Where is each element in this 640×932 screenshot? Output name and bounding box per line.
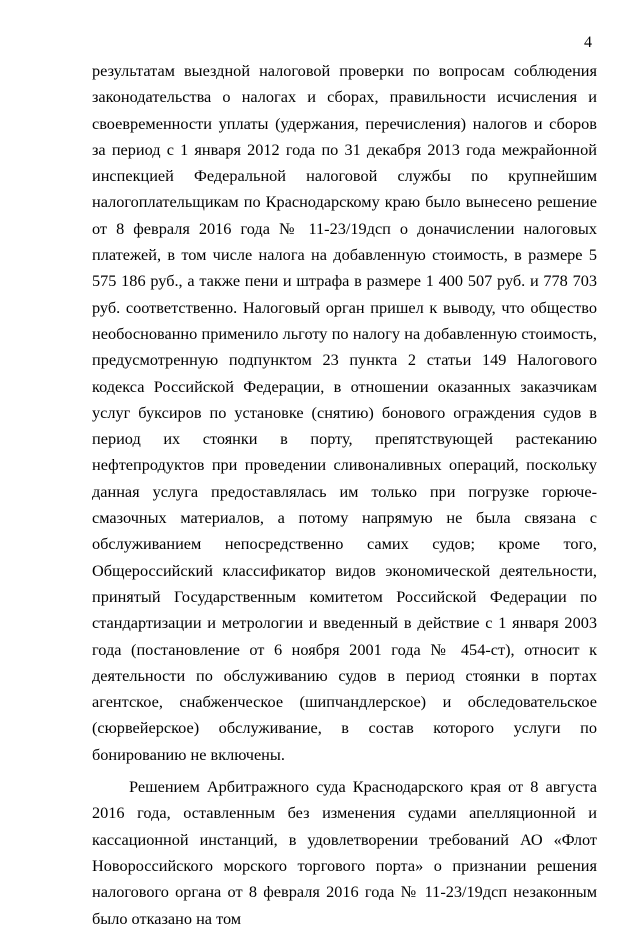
paragraph-1: результатам выездной налоговой проверки по вопросам соблюдения законодательства о налогах и сборах, правильности исчисления и своевременности уплаты (удержания, перечисления) налогов и сборов за период с 1 января 2012 года по 31 декабря 2013 года межрайонной инспекцией Федеральной налоговой службы по крупнейшим налогоплательщикам по Краснодарскому краю было вынесено решение от 8 февраля 2016 года № 11-23/19дсп о доначислении налоговых платежей, в том числе налога на добавленную стоимость, в размере 5 575 186 руб., а также пени и штрафа в размере 1 400 507 руб. и 778 703 руб. соответственно. Налоговый орган пришел к выводу, что общество необоснованно применило льготу по налогу на добавленную стоимость, предусмотренную подпунктом 23 пункта 2 статьи 149 Налогового кодекса Российской Федерации, в отношении оказанных заказчикам услуг буксиров по установке (снятию) бонового ограждения судов в период их стоянки в порту, препятствующей растеканию нефтепродуктов при проведении сливоналивных операций, поскольку данная услуга предоставлялась им только при погрузке горюче-смазочных материалов, а потому напрямую не была связана с обслуживанием непосредственно самих судов; кроме того, Общероссийский классификатор видов экономической деятельности, принятый Государственным комитетом Российской Федерации по стандартизации и метрологии и введенный в действие с 1 января 2003 года (постановление от 6 ноября 2001 года № 454-ст), относит к деятельности по обслуживанию судов в период стоянки в портах агентское, снабженческое (шипчандлерское) и обследовательское (сюрвейерское) обслуживание, в состав которого услуги по бонированию не включены. xyxy=(92,61,597,764)
document-body xyxy=(92,58,597,932)
page-number: 4 xyxy=(584,34,592,51)
paragraph-2: Решением Арбитражного суда Краснодарского края от 8 августа 2016 года, оставленным без изменения судами апелляционной и кассационной инстанций, в удовлетворении требований АО «Флот Новороссийского морского торгового порта» о признании решения налогового органа от 8 февраля 2016 года № 11-23/19дсп незаконным было отказано на том xyxy=(92,777,597,928)
